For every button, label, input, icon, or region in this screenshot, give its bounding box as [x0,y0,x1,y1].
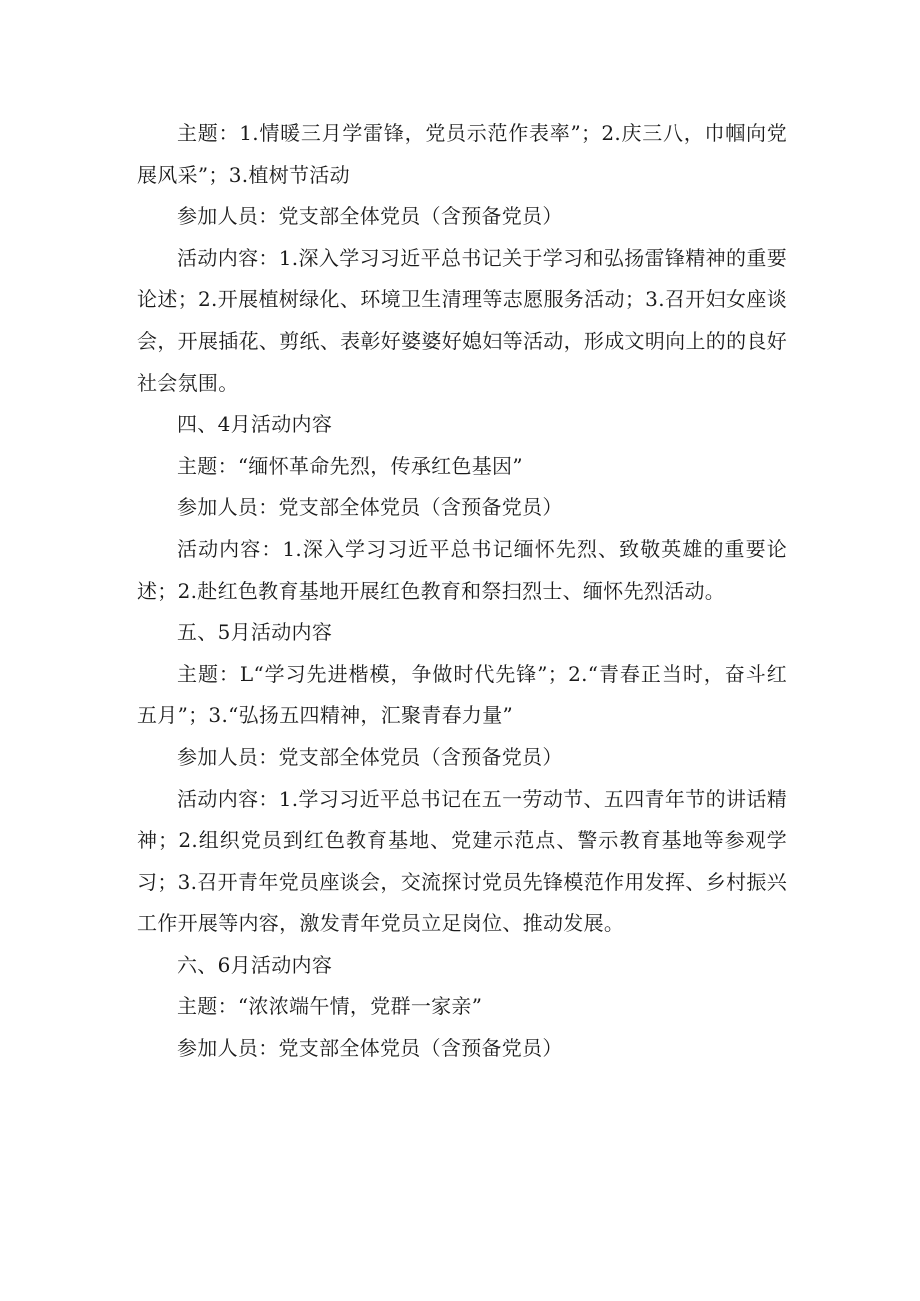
march-content-paragraph: 活动内容：1.深入学习习近平总书记关于学习和弘扬雷锋精神的重要论述；2.开展植树绿化、环境卫生清理等志愿服务活动；3.召开妇女座谈会，开展插花、剪纸、表彰好婆婆好媳妇等活动，形成文明向上的的良好社会氛围。 [137,245,787,395]
april-theme-paragraph: 主题：“缅怀革命先烈，传承红色基因” [177,453,523,478]
june-participants-paragraph: 参加人员：党支部全体党员（含预备党员） [177,1036,563,1061]
may-content-paragraph: 活动内容：1.学习习近平总书记在五一劳动节、五四青年节的讲话精神；2.组织党员到红色教育基地、党建示范点、警示教育基地等参观学习；3.召开青年党员座谈会，交流探讨党员先锋模范作用发挥、乡村振兴工作开展等内容，激发青年党员立足岗位、推动发展。 [137,786,787,936]
june-section-heading: 六、6月活动内容 [177,952,333,977]
may-participants-paragraph: 参加人员：党支部全体党员（含预备党员） [177,744,563,769]
may-section-heading: 五、5月活动内容 [177,620,333,645]
june-theme-paragraph: 主题：“浓浓端午情，党群一家亲” [177,994,483,1019]
april-participants-paragraph: 参加人员：党支部全体党员（含预备党员） [177,495,563,520]
april-section-heading: 四、4月活动内容 [177,412,333,437]
may-theme-paragraph: 主题：L“学习先进楷模，争做时代先锋”；2.“青春正当时，奋斗红五月”；3.“弘扬五四精神，汇聚青春力量” [137,661,787,728]
march-theme-paragraph: 主题：1.情暖三月学雷锋，党员示范作表率”；2.庆三八，巾帼向党展风采”；3.植树节活动 [137,121,787,187]
march-participants-paragraph: 参加人员：党支部全体党员（含预备党员） [177,204,563,229]
document-body [137,113,787,1070]
april-content-paragraph: 活动内容：1.深入学习习近平总书记缅怀先烈、致敬英雄的重要论述；2.赴红色教育基地开展红色教育和祭扫烈士、缅怀先烈活动。 [137,536,787,603]
